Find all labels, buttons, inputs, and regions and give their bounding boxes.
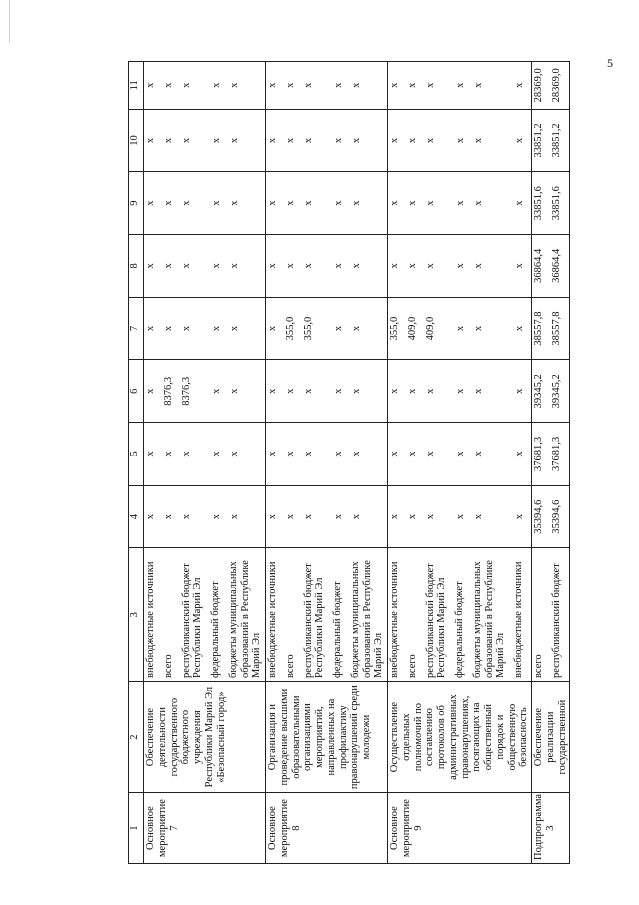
value-entry: x	[514, 263, 525, 269]
value-entry: 8376,3	[163, 376, 174, 406]
value-entry: x	[229, 82, 240, 88]
value-entry: x	[303, 451, 314, 457]
value-entry: x	[455, 388, 466, 394]
value-cell-col-9	[144, 172, 266, 235]
value-entry: x	[267, 451, 278, 457]
funding-source-label: республиканский бюджет Республики Марий Эл	[302, 563, 326, 678]
value-cell-col-9	[266, 172, 388, 235]
value-entry: 33851,2	[551, 123, 562, 158]
value-entry: x	[351, 137, 362, 144]
value-entry: x	[455, 137, 466, 144]
value-entry: x	[425, 514, 436, 520]
value-cell-col-11	[144, 62, 266, 110]
value-entry: x	[455, 325, 466, 332]
value-cell-col-4	[266, 485, 388, 548]
value-entry: x	[211, 514, 222, 520]
value-cell-col-4	[532, 485, 570, 548]
value-cell-col-11	[388, 62, 532, 110]
value-entry: 33851,2	[533, 123, 544, 158]
value-entry: x	[514, 325, 525, 332]
value-entry: x	[267, 200, 278, 206]
value-cell-col-7	[388, 297, 532, 360]
value-entry: x	[163, 325, 174, 332]
value-entry: 39345,2	[533, 374, 544, 409]
value-entry: x	[181, 451, 192, 457]
value-cell-col-5	[532, 423, 570, 486]
program-name-cell: Обеспечение реализации государственной	[532, 681, 570, 792]
value-entry: x	[211, 451, 222, 457]
value-entry: x	[211, 263, 222, 269]
value-entry: x	[351, 200, 362, 206]
value-entry: x	[389, 388, 400, 394]
funding-source-label: внебюджетные источники	[513, 561, 524, 678]
funding-source-cell	[144, 548, 266, 681]
scan-margin-line	[9, 0, 10, 42]
value-entry: x	[285, 82, 296, 88]
funding-source-label: бюджеты муниципальных образований в Республике Марий Эл	[227, 560, 263, 678]
funding-source-label: федеральный бюджет	[210, 581, 221, 678]
column-header: 9	[129, 172, 144, 235]
column-header: 10	[129, 109, 144, 172]
value-cell-col-4	[144, 485, 266, 548]
value-entry: 33851,6	[533, 186, 544, 221]
value-entry: x	[351, 82, 362, 88]
value-cell-col-6	[144, 360, 266, 423]
value-entry: x	[333, 263, 344, 269]
value-entry: x	[473, 514, 484, 520]
value-entry: 36864,4	[551, 248, 562, 283]
value-entry: x	[514, 200, 525, 206]
value-cell-col-6	[532, 360, 570, 423]
value-entry: x	[267, 388, 278, 394]
value-entry: x	[163, 514, 174, 520]
value-entry: x	[211, 137, 222, 144]
value-entry: x	[514, 451, 525, 457]
value-entry: x	[163, 137, 174, 144]
value-entry: x	[181, 263, 192, 269]
value-entry: x	[351, 388, 362, 394]
funding-source-label: бюджеты муниципальных образований в Республике Марий Эл	[349, 560, 385, 678]
value-entry: x	[455, 514, 466, 520]
funding-source-label: республиканский бюджет Республики Марий Эл	[180, 563, 204, 678]
value-entry: x	[303, 388, 314, 394]
value-entry: x	[181, 514, 192, 520]
value-cell-col-10	[388, 109, 532, 172]
value-cell-col-7	[266, 297, 388, 360]
value-entry: x	[267, 263, 278, 269]
value-entry: x	[229, 325, 240, 332]
value-entry: x	[163, 263, 174, 269]
value-entry: 409,0	[425, 316, 436, 341]
table-row	[144, 62, 266, 864]
value-entry: x	[267, 514, 278, 520]
value-entry: x	[473, 451, 484, 457]
value-entry: x	[303, 263, 314, 269]
value-entry: x	[333, 325, 344, 332]
program-code-cell: Основное мероприятие 8	[266, 793, 388, 864]
value-cell-col-4	[388, 485, 532, 548]
table-header-row	[129, 62, 144, 864]
value-entry: x	[425, 82, 436, 88]
value-entry: x	[333, 82, 344, 88]
funding-source-label: всего	[533, 654, 544, 678]
page-number: 5	[607, 56, 613, 70]
value-entry: x	[211, 325, 222, 332]
funding-source-label: внебюджетные источники	[145, 561, 156, 678]
column-header: 1	[129, 793, 144, 864]
value-cell-col-9	[388, 172, 532, 235]
value-entry: x	[389, 263, 400, 269]
funding-source-cell	[532, 548, 570, 681]
value-entry: x	[407, 82, 418, 88]
value-entry: x	[425, 137, 436, 144]
value-entry: x	[267, 82, 278, 88]
table-row	[388, 62, 532, 864]
value-cell-col-7	[144, 297, 266, 360]
value-cell-col-8	[266, 234, 388, 297]
funding-source-label: всего	[284, 654, 296, 678]
value-entry: x	[514, 137, 525, 144]
value-entry: x	[229, 200, 240, 206]
funding-source-label: федеральный бюджет	[454, 581, 465, 678]
program-name-cell: Обеспечение деятельности государственного бюджетного учреждения Республики Марий Эл «Безопасный город»	[144, 681, 266, 792]
value-entry: 39345,2	[551, 374, 562, 409]
value-entry: 355,0	[389, 316, 400, 341]
value-entry: x	[351, 514, 362, 520]
value-entry: x	[303, 82, 314, 88]
program-name-cell: Организация и проведение высшими образовательными организациями мероприятий, направленных на профилактику правонарушений среди молодежи	[266, 681, 388, 792]
value-cell-col-5	[266, 423, 388, 486]
funding-source-label: бюджеты муниципальных образований в Республике Марий Эл	[471, 560, 507, 678]
value-entry: 37681,3	[551, 436, 562, 472]
value-entry: x	[285, 263, 296, 269]
program-code-cell: Основное мероприятие 7	[144, 793, 266, 864]
value-entry: x	[229, 451, 240, 457]
funding-source-label: внебюджетные источники	[389, 561, 400, 678]
value-entry: x	[181, 325, 192, 332]
value-entry: 355,0	[285, 316, 296, 341]
value-entry: x	[389, 137, 400, 144]
value-entry: x	[473, 82, 484, 88]
value-entry: x	[145, 137, 156, 144]
value-entry: x	[473, 263, 484, 269]
value-entry: x	[473, 325, 484, 332]
value-entry: 38557,8	[533, 311, 544, 346]
value-cell-col-8	[388, 234, 532, 297]
column-header: 5	[129, 423, 144, 486]
column-header: 8	[129, 234, 144, 297]
value-entry: x	[211, 200, 222, 206]
value-entry: x	[145, 82, 156, 88]
value-entry: x	[473, 200, 484, 206]
value-cell-col-5	[144, 423, 266, 486]
rotated-table-container	[128, 61, 568, 864]
value-entry: x	[333, 200, 344, 206]
value-entry: x	[267, 325, 278, 332]
value-entry: x	[514, 514, 525, 520]
funding-source-cell	[388, 548, 532, 681]
value-entry: 33851,6	[551, 186, 562, 221]
value-entry: x	[407, 137, 418, 144]
value-entry: x	[163, 82, 174, 88]
budget-table	[128, 61, 570, 864]
value-entry: x	[425, 388, 436, 394]
value-cell-col-8	[532, 234, 570, 297]
value-entry: x	[285, 137, 296, 144]
value-entry: x	[473, 137, 484, 144]
value-entry: x	[285, 514, 296, 520]
column-header: 6	[129, 360, 144, 423]
value-entry: x	[455, 451, 466, 457]
funding-source-label: всего	[162, 654, 174, 678]
value-entry: x	[333, 514, 344, 520]
value-entry: x	[229, 388, 240, 394]
value-entry: x	[333, 388, 344, 394]
value-entry: x	[389, 514, 400, 520]
value-entry: x	[389, 200, 400, 206]
value-entry: x	[514, 82, 525, 88]
value-entry: x	[303, 200, 314, 206]
column-header: 2	[129, 681, 144, 792]
value-entry: x	[229, 263, 240, 269]
value-entry: x	[303, 514, 314, 520]
value-entry: x	[389, 82, 400, 88]
value-entry: x	[333, 137, 344, 144]
column-header: 7	[129, 297, 144, 360]
table-row	[532, 62, 570, 864]
value-entry: x	[145, 451, 156, 457]
program-code-cell: Основное мероприятие 9	[388, 793, 532, 864]
value-cell-col-6	[388, 360, 532, 423]
funding-source-label: республиканский бюджет	[550, 563, 562, 678]
funding-source-label: федеральный бюджет	[332, 581, 343, 678]
table-body	[144, 62, 570, 864]
value-entry: 37681,3	[533, 436, 544, 472]
value-entry: x	[455, 263, 466, 269]
value-entry: x	[211, 388, 222, 394]
value-entry: x	[407, 263, 418, 269]
value-entry: x	[163, 200, 174, 206]
funding-source-label: всего	[406, 654, 418, 678]
value-entry: x	[145, 514, 156, 520]
value-entry: x	[473, 388, 484, 394]
program-code-cell: Подпрограмма 3	[532, 793, 570, 864]
value-cell-col-10	[144, 109, 266, 172]
value-entry: x	[229, 514, 240, 520]
value-cell-col-6	[266, 360, 388, 423]
value-entry: 38557,8	[551, 311, 562, 346]
value-entry: x	[267, 137, 278, 144]
value-entry: x	[145, 263, 156, 269]
value-cell-col-10	[266, 109, 388, 172]
value-entry: x	[145, 388, 156, 394]
funding-source-label: внебюджетные источники	[267, 561, 278, 678]
value-entry: 355,0	[303, 316, 314, 341]
value-entry: x	[285, 388, 296, 394]
value-entry: x	[351, 263, 362, 269]
value-entry: 28369,0	[533, 68, 544, 103]
value-entry: x	[407, 451, 418, 457]
value-entry: x	[425, 451, 436, 457]
column-header: 11	[129, 62, 144, 110]
value-cell-col-8	[144, 234, 266, 297]
column-header: 3	[129, 548, 144, 681]
value-entry: x	[181, 137, 192, 144]
value-entry: 35394,6	[551, 499, 562, 534]
value-entry: x	[285, 451, 296, 457]
value-entry: x	[514, 388, 525, 394]
value-cell-col-10	[532, 109, 570, 172]
value-entry: x	[181, 200, 192, 206]
value-entry: 35394,6	[533, 499, 544, 534]
value-entry: x	[407, 514, 418, 520]
funding-source-cell	[266, 548, 388, 681]
value-entry: x	[229, 137, 240, 144]
value-entry: x	[407, 200, 418, 206]
value-entry: x	[389, 451, 400, 457]
value-cell-col-11	[532, 62, 570, 110]
value-entry: x	[455, 200, 466, 206]
value-cell-col-9	[532, 172, 570, 235]
value-entry: 8376,3	[181, 376, 192, 406]
value-cell-col-7	[532, 297, 570, 360]
value-entry: x	[303, 137, 314, 144]
value-entry: x	[181, 82, 192, 88]
value-entry: x	[455, 82, 466, 88]
value-entry: x	[163, 451, 174, 457]
value-entry: 409,0	[407, 316, 418, 341]
value-entry: x	[351, 325, 362, 332]
value-entry: x	[425, 263, 436, 269]
value-entry: x	[145, 200, 156, 206]
value-entry: x	[407, 388, 418, 394]
value-entry: x	[425, 200, 436, 206]
value-entry: 36864,4	[533, 248, 544, 283]
value-entry: x	[211, 82, 222, 88]
value-entry: x	[333, 451, 344, 457]
value-entry: x	[351, 451, 362, 457]
value-cell-col-5	[388, 423, 532, 486]
value-entry: x	[285, 200, 296, 206]
value-entry: x	[145, 325, 156, 332]
column-header: 4	[129, 485, 144, 548]
funding-source-label: республиканский бюджет Республики Марий Эл	[424, 563, 448, 678]
program-name-cell: Осуществление отдельных полномочий по составлению протоколов об административных правонарушениях, посягающих на общественный порядок и общественную безопасность	[388, 681, 532, 792]
value-cell-col-11	[266, 62, 388, 110]
value-entry: 28369,0	[551, 68, 562, 103]
table-row	[266, 62, 388, 864]
